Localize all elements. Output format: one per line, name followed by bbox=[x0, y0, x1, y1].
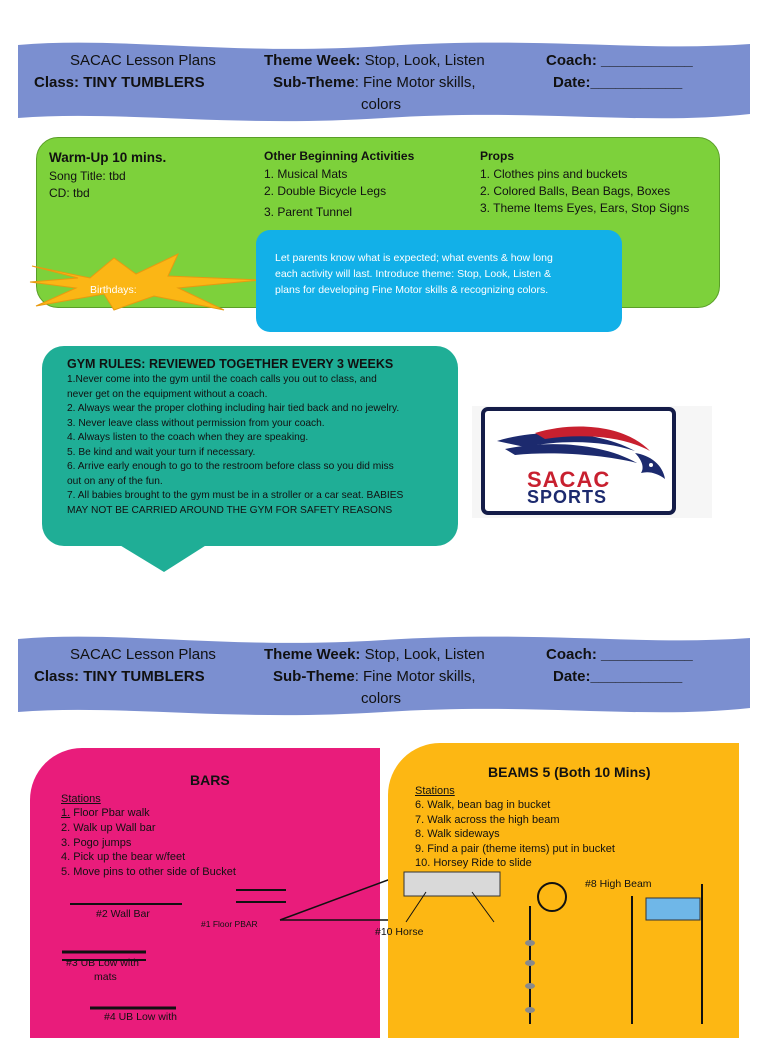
logo-text-sacac: SACAC bbox=[527, 467, 611, 492]
gym-rule-line: 5. Be kind and wait your turn if necessary. bbox=[67, 446, 256, 458]
gym-rule-line: 2. Always wear the proper clothing including hair tied back and no jewelry. bbox=[67, 403, 400, 414]
warmup-cd: CD: tbd bbox=[49, 186, 90, 200]
gym-rule-line: 3. Never leave class without permission from your coach. bbox=[67, 417, 325, 429]
birthday-star-shape bbox=[28, 252, 262, 312]
floor-pbar-label: #1 Floor PBAR bbox=[201, 919, 258, 929]
ub-low-with-label: #4 UB Low with bbox=[104, 1011, 177, 1023]
gym-rules-panel bbox=[42, 346, 458, 546]
bars-station-item: 4. Pick up the bear w/feet bbox=[61, 851, 186, 863]
header-class: Class: TINY TUMBLERS bbox=[34, 668, 205, 685]
gym-rule-line: 1.Never come into the gym until the coach calls you out to class, and bbox=[67, 374, 377, 385]
wall-bar-label: #2 Wall Bar bbox=[96, 908, 150, 920]
beams-station-item: 10. Horsey Ride to slide bbox=[415, 857, 532, 869]
bars-stations-label: Stations bbox=[61, 793, 101, 805]
header-theme: Theme Week: Stop, Look, Listen bbox=[264, 52, 485, 69]
header-subtheme: Sub-Theme: Fine Motor skills, bbox=[273, 668, 476, 685]
beginning-item: 2. Double Bicycle Legs bbox=[264, 184, 387, 198]
beams-title: BEAMS 5 (Both 10 Mins) bbox=[488, 764, 651, 780]
ub-low-with-mats-label: #3 UB Low with bbox=[66, 957, 139, 969]
header-theme: Theme Week: Stop, Look, Listen bbox=[264, 646, 485, 663]
header-subtheme: Sub-Theme: Fine Motor skills, bbox=[273, 74, 476, 91]
props-item: 2. Colored Balls, Bean Bags, Boxes bbox=[480, 184, 671, 198]
header-date: Date:___________ bbox=[553, 74, 683, 91]
beams-station-item: 9. Find a pair (theme items) put in bucket bbox=[415, 843, 615, 855]
sacac-logo bbox=[472, 406, 712, 518]
header-coach: Coach: ___________ bbox=[546, 52, 693, 69]
bars-title: BARS bbox=[190, 772, 230, 788]
beginning-item: 3. Parent Tunnel bbox=[264, 205, 353, 219]
ub-low-with-mats-label-cont: mats bbox=[94, 971, 117, 983]
gym-rule-line: never get on the equipment without a coach. bbox=[67, 388, 268, 400]
header-title: SACAC Lesson Plans bbox=[70, 52, 216, 69]
bars-station-item: 3. Pogo jumps bbox=[61, 837, 132, 849]
gym-rules-callout-tail bbox=[118, 544, 208, 574]
beams-station-item: 7. Walk across the high beam bbox=[415, 814, 560, 826]
props-item: 1. Clothes pins and buckets bbox=[480, 167, 628, 181]
props-item: 3. Theme Items Eyes, Ears, Stop Signs bbox=[480, 201, 690, 215]
high-beam-label: #8 High Beam bbox=[585, 878, 652, 890]
header-subtheme-cont: colors bbox=[361, 690, 402, 707]
parents-note-line: each activity will last. Introduce theme: Stop, Look, Listen & bbox=[275, 268, 552, 280]
logo-text-sports: SPORTS bbox=[527, 487, 608, 507]
horse-label: #10 Horse bbox=[375, 926, 424, 938]
gym-rule-line: 6. Arrive early enough to go to the restroom before class so you did miss bbox=[67, 461, 394, 472]
header-subtheme-cont: colors bbox=[361, 96, 402, 113]
gym-rule-line: MAY NOT BE CARRIED AROUND THE GYM FOR SAFETY REASONS bbox=[67, 504, 393, 516]
warmup-title: Warm-Up 10 mins. bbox=[49, 150, 167, 165]
parents-note bbox=[256, 230, 622, 332]
header-title: SACAC Lesson Plans bbox=[70, 646, 216, 663]
beams-station-item: 8. Walk sideways bbox=[415, 828, 500, 840]
gym-rule-line: out on any of the fun. bbox=[67, 475, 163, 487]
bars-station-item: 2. Walk up Wall bar bbox=[61, 822, 156, 834]
header-class: Class: TINY TUMBLERS bbox=[34, 74, 205, 91]
props-title: Props bbox=[480, 149, 515, 163]
birthdays-label: Birthdays: bbox=[90, 284, 137, 296]
bars-station-item: 5. Move pins to other side of Bucket bbox=[61, 866, 236, 878]
beginning-item: 1. Musical Mats bbox=[264, 167, 348, 181]
parents-note-line: plans for developing Fine Motor skills & recognizing colors. bbox=[275, 284, 549, 296]
parents-note-line: Let parents know what is expected; what events & how long bbox=[275, 252, 553, 264]
header-coach: Coach: ___________ bbox=[546, 646, 693, 663]
bars-station-item: 1. Floor Pbar walk bbox=[61, 807, 150, 819]
gym-rule-line: 4. Always listen to the coach when they are speaking. bbox=[67, 432, 309, 443]
warmup-song: Song Title: tbd bbox=[49, 169, 126, 183]
beams-station-item: 6. Walk, bean bag in bucket bbox=[415, 799, 551, 811]
gym-rules-title: GYM RULES: REVIEWED TOGETHER EVERY 3 WEEKS bbox=[67, 357, 394, 371]
gym-rule-line: 7. All babies brought to the gym must be in a stroller or a car seat. BABIES bbox=[67, 490, 404, 501]
beams-diagram bbox=[380, 860, 768, 1024]
beginning-activities-title: Other Beginning Activities bbox=[264, 149, 415, 163]
beams-stations-label: Stations bbox=[415, 785, 455, 797]
header-date: Date:___________ bbox=[553, 668, 683, 685]
